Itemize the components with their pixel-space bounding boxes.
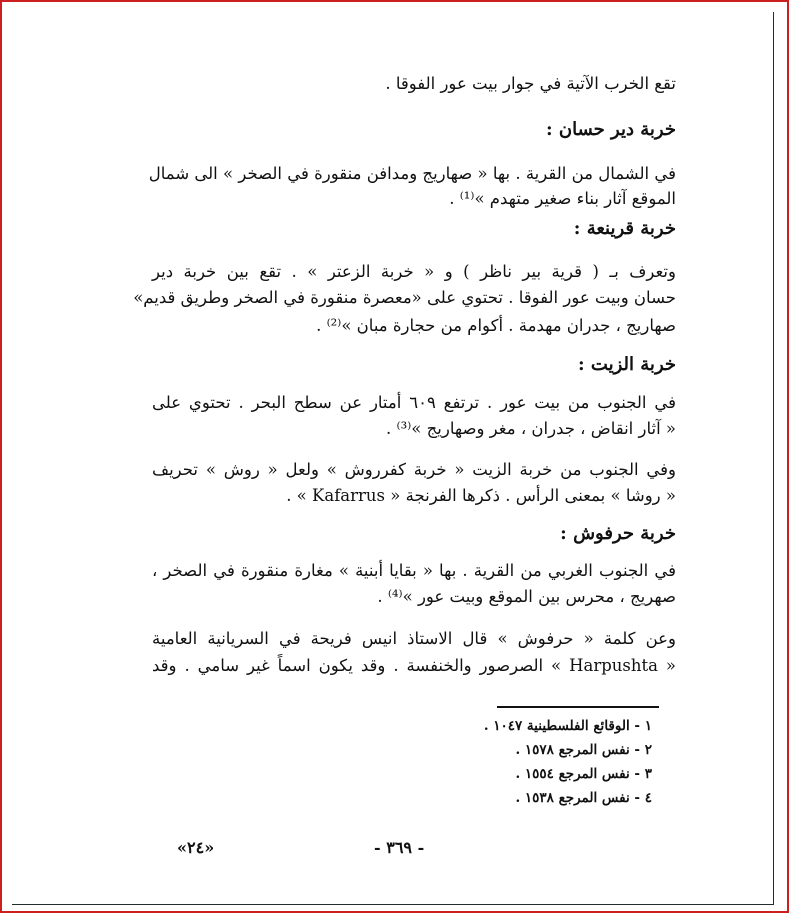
harfoush-line-4: « Harpushta » الصرصور والخنفسة . وقد يكون اسماً غير سامي . وقد: [152, 656, 677, 675]
az-zeit-line-3: وفي الجنوب من خربة الزيت « خربة كفرروش » ولعل « روش » تحريف: [152, 460, 676, 479]
signature-mark: «٢٤»: [177, 838, 215, 857]
harfoush-line-3: وعن كلمة « حرفوش » قال الاستاذ انيس فريحة في السريانية العامية: [152, 629, 676, 648]
footnote-2: ٢ - نفس المرجع ١٥٧٨ .: [515, 742, 652, 758]
az-zeit-line-2: « آثار انقاض ، جدران ، مغر وصهاريج »⁽³⁾ .: [386, 419, 676, 438]
page-number: - ٣٦٩ -: [374, 838, 425, 857]
footnote-1: ١ - الوقائع الفلسطينية ١٠٤٧ .: [483, 718, 652, 734]
footnote-4: ٤ - نفس المرجع ١٥٣٨ .: [515, 790, 652, 806]
heading-khirbet-harfoush: خربة حرفوش :: [560, 523, 676, 544]
qurayna-line-1: وتعرف بـ ( قرية بير ناظر ) و « خربة الزعتر » . تقع بين خربة دير: [152, 262, 676, 281]
harfoush-line-2: صهريج ، محرس بين الموقع وبيت عور »⁽⁴⁾ .: [377, 587, 676, 606]
footnote-3: ٣ - نفس المرجع ١٥٥٤ .: [515, 766, 652, 782]
az-zeit-line-4: « روشا » بمعنى الرأس . ذكرها الفرنجة « Kafarrus » .: [286, 486, 676, 505]
intro-line: تقع الخرب الآتية في جوار بيت عور الفوقا .: [385, 74, 676, 93]
az-zeit-line-1: في الجنوب من بيت عور . ترتفع ٦٠٩ أمتار عن سطح البحر . تحتوي على: [152, 393, 677, 412]
heading-khirbet-az-zeit: خربة الزيت :: [578, 354, 676, 375]
heading-khirbet-qurayna: خربة قرينعة :: [573, 218, 676, 239]
footnote-separator: [497, 706, 659, 708]
book-page: [12, 12, 774, 905]
deir-hassan-line-1: في الشمال من القرية . بها « صهاريج ومدافن منقورة في الصخر » الى شمال: [148, 164, 676, 183]
heading-khirbet-deir-hassan: خربة دير حسان :: [545, 119, 676, 140]
deir-hassan-line-2: الموقع آثار بناء صغير متهدم »⁽¹⁾ .: [449, 189, 676, 208]
qurayna-line-2: حسان وبيت عور الفوقا . تحتوي على «معصرة منقورة في الصخر وطريق قديم»: [133, 288, 676, 307]
harfoush-line-1: في الجنوب الغربي من القرية . بها « بقايا أبنية » مغارة منقورة في الصخر ،: [152, 561, 676, 580]
qurayna-line-3: صهاريج ، جدران مهدمة . أكوام من حجارة مبان »⁽²⁾ .: [316, 316, 676, 335]
